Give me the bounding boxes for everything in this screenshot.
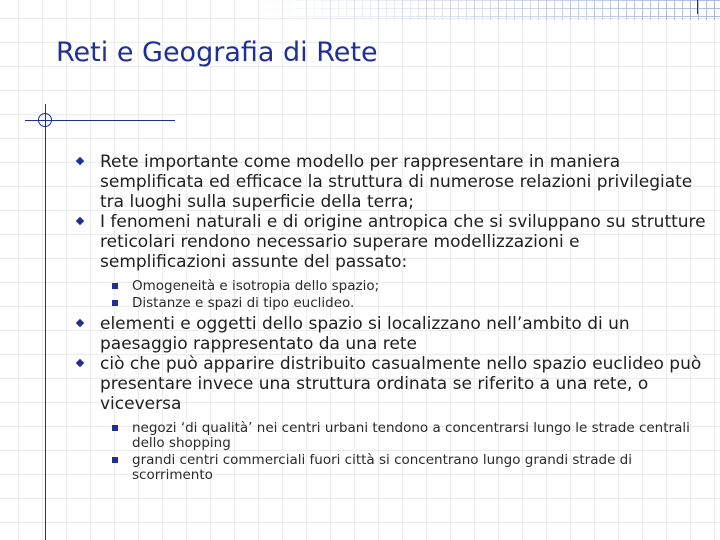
- bullet-text: I fenomeni naturali e di origine antropica che si sviluppano su strutture reticolari rendono necessario superare modellizzazioni e semplificazioni assunte del passato:: [100, 212, 706, 272]
- crosshair-circle-icon: [38, 113, 52, 127]
- decorative-corner-grid: [250, 0, 720, 20]
- sub-bullet-item: [76, 296, 706, 311]
- square-bullet-icon: [112, 457, 118, 463]
- sub-bullet-item: [76, 453, 706, 483]
- square-bullet-icon: [112, 283, 118, 289]
- square-bullet-icon: [112, 425, 118, 431]
- sub-bullet-text: negozi ‘di qualità’ nei centri urbani tendono a concentrarsi lungo le strade centrali dello shopping: [132, 420, 690, 451]
- sub-bullet-text: grandi centri commerciali fuori città si concentrano lungo grandi strade di scorrimento: [132, 452, 632, 483]
- diamond-bullet-icon: [76, 217, 84, 225]
- bullet-text: Rete importante come modello per rappresentare in maniera semplificata ed efficace la struttura di numerose relazioni privilegiate tra luoghi sulla superficie della terra;: [100, 152, 693, 212]
- bullet-text: elementi e oggetti dello spazio si localizzano nell’ambito di un paesaggio rappresentato da una rete: [100, 314, 630, 354]
- slide-body: [76, 152, 706, 486]
- decorative-corner-line: [697, 0, 698, 14]
- slide-title: Reti e Geografia di Rete: [56, 37, 378, 68]
- bullet-item: [76, 212, 706, 272]
- bullet-text: ciò che può apparire distribuito casualmente nello spazio euclideo può presentare invece una struttura ordinata se riferito a una rete, o viceversa: [100, 354, 702, 414]
- sub-bullet-list: [76, 279, 706, 311]
- decorative-vertical-rule: [45, 104, 46, 540]
- sub-bullet-text: Distanze e spazi di tipo euclideo.: [132, 295, 355, 311]
- bullet-item: [76, 354, 706, 414]
- sub-bullet-item: [76, 279, 706, 294]
- diamond-bullet-icon: [76, 157, 84, 165]
- bullet-item: [76, 152, 706, 212]
- sub-bullet-item: [76, 421, 706, 451]
- diamond-bullet-icon: [76, 319, 84, 327]
- square-bullet-icon: [112, 300, 118, 306]
- diamond-bullet-icon: [76, 359, 84, 367]
- bullet-item: [76, 314, 706, 354]
- sub-bullet-list: [76, 421, 706, 483]
- sub-bullet-text: Omogeneità e isotropia dello spazio;: [132, 278, 380, 294]
